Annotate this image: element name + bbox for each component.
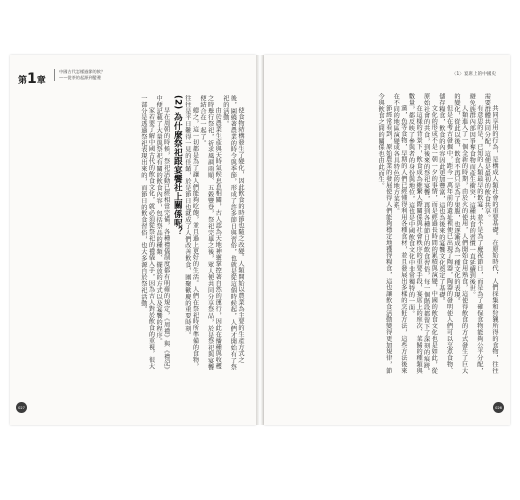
paragraph: 人類進入了一個全新的時期，由於火的使用，人們開始食用熟食，這使得飲食的方式發生了巨大的變化，從此以後，飲食不再只是為了果腹，也逐漸成為一種文化的表現。 — [453, 93, 468, 375]
paragraph: 使食物結構發生了變化，因此飲食的時節也隨之改變。人類開始以農業為主要的生產方式之後，圍繞著農業的時令與季節，形成了許多節日與習俗，也就是從這個時候起，人們才開始有了祭祀的活動。 — [221, 95, 244, 371]
paragraph: 家若要了解中國古代的飲食文化，就必須從祭祀的禮儀入手，因為古人對於飲食的重視，很大一部分是透過祭祀表現出來的，而節日的飲食習俗，也大多源自於祭祀活動。 — [139, 95, 155, 370]
paragraph: 總之，這一切都是為了讓人們能夠吃飽，並且過上更好的生活。人們在祭祀時所準備的食物，往往是平日難得一見的佳餚，於是節日也就成了人們改善飲食、團聚歡慶的重要時刻。 — [183, 95, 199, 370]
right-body-text — [276, 93, 498, 377]
left-body-text — [22, 95, 244, 375]
running-header-right: 〈1〉宴席上的中國史 — [451, 72, 496, 77]
paragraph: 文化的形成不是一朝一夕的事情，而是經過長時間的累積與演變，中國的飲食文化也是如此，從原始社會的共食，到後來的祭祀宴饗，再到各種節日的飲食習俗，每一個階段都留下了深刻的痕跡。 — [422, 93, 438, 375]
running-header-line2: ——從茶的起源到變遷 — [59, 75, 101, 80]
paragraph: 有意思的是，已知的人類最早的飲宴，並不是為了慶祝節日，而是為了確保食物能夠公平分配，避免族群內部因爭奪食物而產生衝突，這種共食的習慣一直延續到後世。 — [468, 93, 483, 375]
paragraph: 由於農業生產與天時氣候息息相關，古人認為天地神靈掌控著自然的運行，因此在播種與收穫之時舉行祭祀，祈求風調雨順、五穀豐登，祭祀完畢之後，眾人便共同分享祭品，於是祭祀與宴饗便結合在一起了。 — [199, 95, 222, 371]
chapter-prefix: 第 — [18, 76, 28, 86]
paragraph: 黨，魚等食物，早期的人們已經懂得利用各種食材，並且發展出多樣的烹飪方法，這些方法後來在不同的地區演變成各具特色的地方菜系。 — [392, 93, 407, 375]
chapter-mark — [18, 71, 46, 87]
running-header-left — [54, 69, 105, 81]
left-page — [10, 55, 256, 425]
page-number-right: 026 — [493, 402, 504, 413]
paragraph: 早在周朝的時候，祭祀活動已經相當完備，各種禮儀制度都有明確的規定，《周禮》與《禮記》中便記載了大量與祭祀有關的飲食內容，包括祭品的種類、擺放的方式以及宴饗的程序。 — [155, 95, 170, 374]
paragraph: 在這樣的背景下，飲食成為維繫人際關係與社會秩序的重要手段，宴席上的座次、菜餚的種類與數量，都反映了參與者的身份與地位，這也是中國飲食文化中非常獨特的一面。 — [407, 93, 423, 375]
paragraph: 節經常看到，原始農業的發展使得人們能夠穩定地獲得糧食，這也讓飲食活動變得更加規律，節令與飲食之間的關係也由此而生。 — [377, 93, 392, 375]
book-gutter — [256, 55, 264, 425]
paragraph: 但是在考古發掘中，距今一萬年前的遺址裡便已出現了陶器，陶器的發明使人們可以烹煮食物、儲存糧食，飲食的內容因此更加豐富，這也為後來的宴饗文化奠定了基礎。 — [437, 93, 453, 375]
chapter-number: 1 — [27, 71, 37, 87]
page-number-left: 027 — [16, 402, 27, 413]
book-spread — [10, 55, 510, 425]
running-header-line1: 中國古代怎樣過節的飲？ — [59, 69, 106, 74]
section-heading: (2) 為什麼祭祀跟宴饗社上關係呢？ — [172, 95, 183, 236]
chapter-suffix: 章 — [36, 76, 46, 86]
right-page — [264, 55, 510, 425]
paragraph: 共同享用的行為，是構成人類社會的重要基礎。在原始時代，人們採集和狩獵所得的食物，往往需要群體共同分配，這便是最初的飲食共享。 — [483, 93, 498, 375]
